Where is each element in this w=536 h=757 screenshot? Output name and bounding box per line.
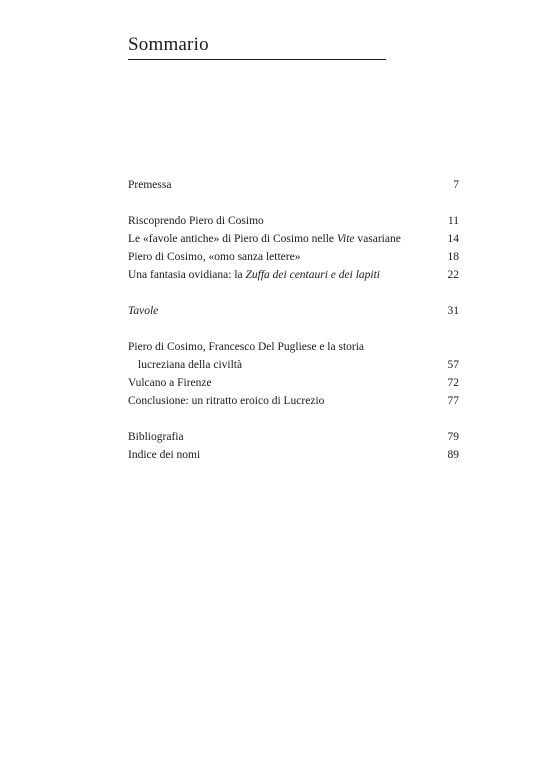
toc-entry-page: 11 [447, 215, 459, 227]
toc-entry-title: Premessa [128, 179, 172, 191]
page-title: Sommario [128, 34, 209, 55]
toc-entry-page: 79 [447, 431, 459, 443]
toc-entry-title: Tavole [128, 305, 159, 317]
toc-title-italic: Zuffa dei centauri e dei lapiti [245, 269, 380, 281]
table-of-contents [128, 176, 459, 482]
toc-title-prefix: Una fantasia ovidiana: la [128, 269, 246, 281]
toc-title-line1: Piero di Cosimo, Francesco Del Pugliese e la storia [128, 341, 365, 353]
toc-title-line2: lucreziana della civiltà [138, 359, 243, 371]
toc-entry-title [128, 266, 439, 284]
toc-entry-title: Bibliografia [128, 431, 184, 443]
toc-entry-page: 14 [447, 233, 459, 245]
toc-group-plates [128, 302, 459, 320]
toc-group-essays-2 [128, 338, 459, 410]
toc-entry-title [128, 230, 439, 248]
toc-title-prefix: Le «favole antiche» di Piero di Cosimo nelle [128, 233, 337, 245]
toc-entry-favole[interactable] [128, 230, 459, 248]
toc-entry-page: 31 [447, 305, 459, 317]
toc-entry-indice[interactable] [128, 446, 459, 464]
toc-entry-title: Piero di Cosimo, «omo sanza lettere» [128, 251, 301, 263]
toc-entry-omo[interactable] [128, 248, 459, 266]
toc-group-apparatus [128, 428, 459, 464]
toc-entry-vulcano[interactable] [128, 374, 459, 392]
toc-entry-tavole[interactable] [128, 302, 459, 320]
toc-entry-title: Riscoprendo Piero di Cosimo [128, 215, 264, 227]
toc-entry-title: Vulcano a Firenze [128, 377, 212, 389]
toc-entry-pugliese[interactable] [128, 338, 459, 374]
toc-group-intro [128, 176, 459, 194]
toc-entry-page: 57 [447, 359, 459, 371]
toc-entry-riscoprendo[interactable] [128, 212, 459, 230]
title-underline [128, 59, 386, 60]
toc-entry-title: Conclusione: un ritratto eroico di Lucrezio [128, 395, 325, 407]
toc-entry-conclusione[interactable] [128, 392, 459, 410]
toc-entry-premessa[interactable] [128, 176, 459, 194]
toc-entry-bibliografia[interactable] [128, 428, 459, 446]
toc-entry-title [128, 338, 439, 374]
toc-title-italic: Vite [336, 233, 355, 245]
toc-entry-ovidiana[interactable] [128, 266, 459, 284]
toc-entry-title: Indice dei nomi [128, 449, 201, 461]
toc-entry-page: 7 [453, 179, 459, 191]
toc-entry-page: 18 [447, 251, 459, 263]
toc-entry-page: 89 [447, 449, 459, 461]
toc-entry-page: 72 [447, 377, 459, 389]
toc-group-essays [128, 212, 459, 284]
toc-title-suffix: vasariane [354, 233, 401, 245]
toc-entry-page: 22 [447, 269, 459, 281]
toc-entry-page: 77 [447, 395, 459, 407]
